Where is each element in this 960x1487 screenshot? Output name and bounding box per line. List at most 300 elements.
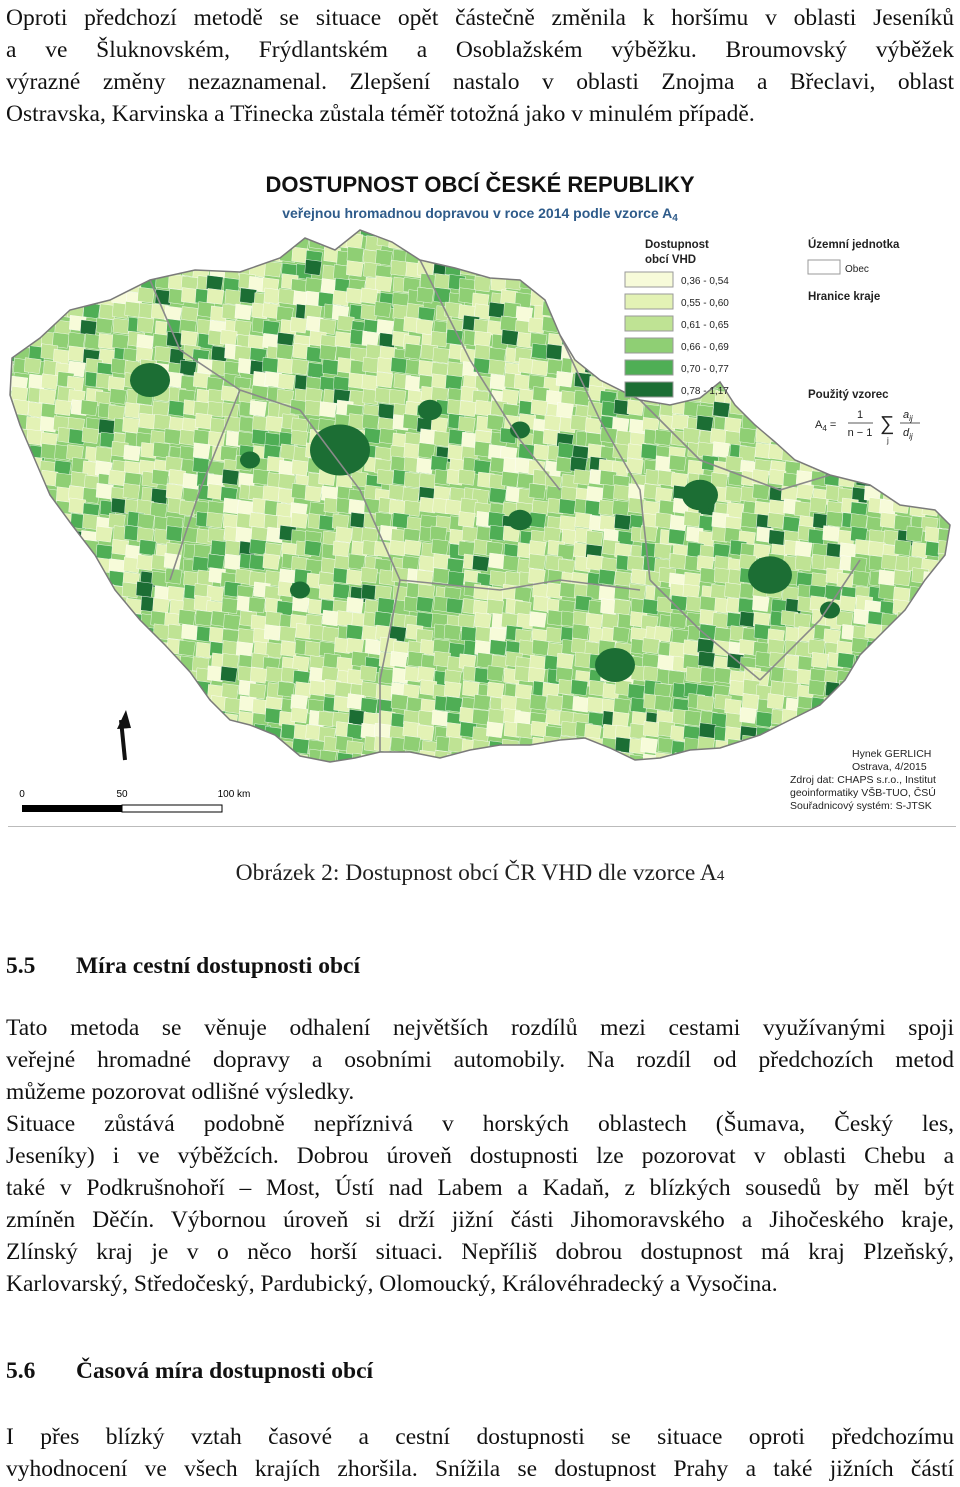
municipality-cell — [852, 693, 869, 709]
municipality-cell — [15, 628, 32, 644]
municipality-cell — [276, 344, 293, 360]
municipality-cell — [895, 329, 912, 345]
municipality-cell — [740, 708, 757, 724]
municipality-cell — [935, 220, 952, 236]
municipality-cell — [68, 218, 85, 234]
municipality-cell — [782, 344, 799, 360]
municipality-cell — [221, 722, 238, 738]
municipality-cell — [41, 627, 58, 643]
municipality-cell — [39, 389, 56, 405]
municipality-cell — [642, 638, 659, 654]
municipality-cell — [948, 737, 960, 753]
municipality-cell — [142, 251, 159, 267]
municipality-cell — [741, 362, 758, 378]
municipality-cell — [896, 260, 913, 276]
municipality-cell — [54, 218, 71, 234]
municipality-cell — [100, 249, 117, 265]
municipality-cell — [952, 419, 960, 435]
municipality-cell — [346, 288, 363, 304]
municipality-cell — [925, 609, 942, 625]
municipality-cell — [153, 442, 170, 458]
municipality-cell — [183, 234, 200, 250]
municipality-cell — [27, 246, 44, 262]
municipality-cell — [29, 625, 46, 641]
municipality-cell — [1, 305, 18, 321]
municipality-cell — [934, 250, 951, 266]
municipality-cell — [881, 474, 898, 490]
municipality-cell — [222, 469, 239, 485]
municipality-cell — [795, 541, 812, 557]
municipality-cell — [249, 736, 266, 752]
legend-label: 0,66 - 0,69 — [681, 342, 729, 353]
municipality-cell — [936, 346, 953, 362]
municipality-cell — [559, 320, 576, 336]
municipality-cell — [893, 443, 910, 459]
municipality-cell — [472, 709, 489, 725]
legend-swatch — [625, 360, 673, 375]
municipality-cell — [840, 405, 857, 421]
section-55-paragraph-2 — [6, 1108, 954, 1300]
municipality-cell — [403, 234, 420, 250]
municipality-cell — [911, 712, 928, 728]
legend-label: 0,61 - 0,65 — [681, 320, 729, 331]
municipality-cell — [585, 724, 602, 740]
municipality-cell — [948, 586, 960, 602]
municipality-cell — [16, 587, 33, 603]
municipality-cell — [444, 682, 461, 698]
municipality-cell — [641, 769, 658, 785]
municipality-cell — [53, 587, 70, 603]
municipality-cell — [139, 680, 156, 696]
municipality-cell — [771, 262, 788, 278]
municipality-cell — [127, 667, 144, 683]
municipality-cell — [743, 329, 760, 345]
municipality-cell — [362, 357, 379, 373]
municipality-cell — [44, 248, 61, 264]
municipality-cell — [700, 768, 717, 784]
municipality-cell — [13, 399, 30, 415]
municipality-cell — [756, 219, 773, 235]
municipality-cell — [546, 627, 563, 643]
city-area — [290, 582, 310, 599]
municipality-cell — [713, 767, 730, 783]
municipality-cell — [866, 641, 883, 657]
legend-swatch — [625, 316, 673, 331]
municipality-cell — [55, 528, 72, 544]
municipality-cell — [828, 724, 845, 740]
section-55-paragraph-1 — [6, 1012, 954, 1108]
municipality-cell — [505, 274, 522, 290]
municipality-cell — [85, 641, 102, 657]
municipality-cell — [950, 654, 960, 670]
municipality-cell — [627, 556, 644, 572]
municipality-cell — [351, 471, 368, 487]
municipality-cell — [253, 222, 270, 238]
municipality-cell — [757, 343, 774, 359]
municipality-cell — [893, 724, 910, 740]
municipality-cell — [155, 346, 172, 362]
municipality-cell — [55, 555, 72, 571]
territorial-title: Územní jednotka — [808, 239, 900, 251]
legend-swatch — [625, 338, 673, 353]
municipality-cell — [55, 400, 72, 416]
municipality-cell — [840, 596, 857, 612]
municipality-cell — [181, 723, 198, 739]
municipality-cell — [613, 485, 630, 501]
municipality-cell — [29, 528, 46, 544]
municipality-cell — [122, 417, 139, 433]
municipality-cell — [391, 694, 408, 710]
municipality-cell — [949, 710, 960, 726]
municipality-cell — [13, 736, 30, 752]
municipality-cell — [828, 360, 845, 376]
municipality-cell — [896, 666, 913, 682]
municipality-cell — [741, 233, 758, 249]
legend-swatch — [625, 272, 673, 287]
municipality-cell — [167, 586, 184, 602]
municipality-cell — [81, 400, 98, 416]
municipality-cell — [168, 400, 185, 416]
municipality-cell — [738, 223, 755, 239]
municipality-cell — [616, 250, 633, 266]
municipality-cell — [601, 764, 618, 780]
municipality-cell — [923, 460, 940, 476]
municipality-cell — [602, 246, 619, 262]
municipality-cell — [823, 332, 840, 348]
municipality-cell — [12, 277, 29, 293]
municipality-cell — [14, 544, 31, 560]
municipality-cell — [155, 723, 172, 739]
municipality-cell — [181, 712, 198, 728]
municipality-cell — [70, 265, 87, 281]
municipality-cell — [545, 260, 562, 276]
municipality-cell — [109, 699, 126, 715]
municipality-cell — [0, 656, 16, 672]
municipality-cell — [53, 752, 70, 768]
municipality-cell — [224, 753, 241, 769]
municipality-cell — [112, 334, 129, 350]
municipality-cell — [446, 754, 463, 770]
municipality-cell — [798, 413, 815, 429]
municipality-cell — [85, 595, 102, 611]
municipality-cell — [893, 459, 910, 475]
municipality-cell — [137, 555, 154, 571]
municipality-cell — [123, 246, 140, 262]
municipality-cell — [95, 526, 112, 542]
municipality-cell — [139, 750, 156, 766]
municipality-cell — [110, 264, 127, 280]
municipality-cell — [936, 235, 953, 251]
municipality-cell — [332, 765, 349, 781]
municipality-cell — [924, 331, 941, 347]
municipality-cell — [70, 699, 87, 715]
municipality-cell — [195, 739, 212, 755]
municipality-cell — [81, 666, 98, 682]
municipality-cell — [528, 667, 545, 683]
municipality-cell — [841, 445, 858, 461]
municipality-cell — [922, 346, 939, 362]
municipality-cell — [754, 754, 771, 770]
municipality-cell — [377, 469, 394, 485]
municipality-cell — [99, 679, 116, 695]
municipality-cell — [939, 413, 956, 429]
municipality-cell — [784, 404, 801, 420]
municipality-cell — [907, 372, 924, 388]
municipality-cell — [378, 598, 395, 614]
municipality-cell — [53, 569, 70, 585]
municipality-cell — [923, 301, 940, 317]
municipality-cell — [952, 234, 960, 250]
municipality-cell — [810, 400, 827, 416]
municipality-cell — [697, 695, 714, 711]
municipality-cell — [40, 237, 57, 253]
municipality-cell — [725, 235, 742, 251]
municipality-cell — [375, 276, 392, 292]
municipality-cell — [756, 332, 773, 348]
municipality-cell — [954, 331, 960, 347]
municipality-cell — [618, 220, 635, 236]
municipality-cell — [841, 722, 858, 738]
municipality-cell — [39, 218, 56, 234]
municipality-cell — [501, 330, 518, 346]
municipality-cell — [907, 219, 924, 235]
municipality-cell — [265, 261, 282, 277]
municipality-cell — [867, 460, 884, 476]
municipality-cell — [431, 456, 448, 472]
section-title: Míra cestní dostupnosti obcí — [76, 953, 360, 979]
municipality-cell — [450, 767, 467, 783]
municipality-cell — [739, 428, 756, 444]
municipality-cell — [39, 543, 56, 559]
municipality-cell — [893, 642, 910, 658]
municipality-cell — [67, 680, 84, 696]
municipality-cell — [138, 287, 155, 303]
municipality-cell — [154, 665, 171, 681]
municipality-cell — [699, 221, 716, 237]
municipality-cell — [868, 307, 885, 323]
municipality-cell — [375, 250, 392, 266]
municipality-cell — [517, 769, 534, 785]
municipality-cell — [262, 357, 279, 373]
municipality-cell — [180, 766, 197, 782]
municipality-cell — [600, 262, 617, 278]
municipality-cell — [938, 711, 955, 727]
municipality-cell — [754, 388, 771, 404]
municipality-cell — [628, 684, 645, 700]
municipality-cell — [729, 264, 746, 280]
municipality-cell — [178, 609, 195, 625]
municipality-cell — [26, 220, 43, 236]
municipality-cell — [783, 317, 800, 333]
municipality-cell — [920, 595, 937, 611]
municipality-cell — [557, 402, 574, 418]
municipality-cell — [2, 627, 19, 643]
municipality-cell — [935, 642, 952, 658]
municipality-cell — [474, 694, 491, 710]
municipality-cell — [109, 679, 126, 695]
municipality-cell — [727, 276, 744, 292]
municipality-cell — [770, 305, 787, 321]
municipality-cell — [96, 667, 113, 683]
municipality-cell — [949, 516, 960, 532]
municipality-cell — [796, 317, 813, 333]
municipality-cell — [27, 595, 44, 611]
municipality-cell — [824, 276, 841, 292]
legend-label: 0,78 - 1,17 — [681, 386, 729, 397]
municipality-cell — [209, 709, 226, 725]
municipality-cell — [907, 470, 924, 486]
municipality-cell — [907, 264, 924, 280]
municipality-cell — [628, 754, 645, 770]
municipality-cell — [952, 666, 960, 682]
municipality-cell — [590, 274, 607, 290]
municipality-cell — [99, 218, 116, 234]
municipality-cell — [810, 497, 827, 513]
municipality-cell — [892, 317, 909, 333]
municipality-cell — [613, 234, 630, 250]
municipality-cell — [128, 753, 145, 769]
figure-divider — [8, 826, 956, 827]
municipality-cell — [27, 303, 44, 319]
section-56-paragraph-1 — [6, 1421, 954, 1485]
municipality-cell — [557, 287, 574, 303]
municipality-cell — [43, 696, 60, 712]
municipality-cell — [165, 725, 182, 741]
municipality-cell — [475, 400, 492, 416]
municipality-cell — [767, 694, 784, 710]
municipality-cell — [85, 245, 102, 261]
municipality-cell — [489, 302, 506, 318]
municipality-cell — [571, 261, 588, 277]
municipality-cell — [796, 306, 813, 322]
municipality-cell — [796, 220, 813, 236]
municipality-cell — [701, 750, 718, 766]
municipality-cell — [542, 274, 559, 290]
municipality-cell — [0, 555, 15, 571]
municipality-cell — [910, 483, 927, 499]
municipality-cell — [0, 740, 15, 756]
municipality-cell — [599, 359, 616, 375]
municipality-cell — [30, 654, 47, 670]
municipality-cell — [840, 372, 857, 388]
municipality-cell — [772, 737, 789, 753]
municipality-cell — [98, 623, 115, 639]
municipality-cell — [164, 429, 181, 445]
municipality-cell — [881, 725, 898, 741]
municipality-cell — [69, 755, 86, 771]
municipality-cell — [25, 587, 42, 603]
city-area — [508, 510, 532, 530]
municipality-cell — [474, 233, 491, 249]
municipality-cell — [500, 246, 517, 262]
municipality-cell — [403, 736, 420, 752]
municipality-cell — [108, 656, 125, 672]
municipality-cell — [923, 389, 940, 405]
municipality-cell — [14, 726, 31, 742]
municipality-cell — [389, 389, 406, 405]
municipality-cell — [782, 357, 799, 373]
municipality-cell — [881, 655, 898, 671]
municipality-cell — [852, 638, 869, 654]
municipality-cell — [0, 459, 16, 475]
municipality-cell — [909, 653, 926, 669]
municipality-cell — [237, 234, 254, 250]
municipality-cell — [798, 361, 815, 377]
municipality-cell — [893, 373, 910, 389]
municipality-cell — [893, 305, 910, 321]
municipality-cell — [12, 222, 29, 238]
municipality-cell — [728, 764, 745, 780]
municipality-cell — [72, 279, 89, 295]
municipality-cell — [688, 222, 705, 238]
municipality-cell — [377, 753, 394, 769]
municipality-cell — [559, 499, 576, 515]
municipality-cell — [323, 767, 340, 783]
municipality-cell — [1, 223, 18, 239]
municipality-cell — [926, 699, 943, 715]
municipality-cell — [684, 511, 701, 527]
municipality-cell — [556, 371, 573, 387]
municipality-cell — [742, 693, 759, 709]
municipality-cell — [949, 596, 960, 612]
municipality-cell — [939, 670, 956, 686]
municipality-cell — [531, 400, 548, 416]
municipality-cell — [181, 251, 198, 267]
municipality-cell — [532, 753, 549, 769]
municipality-cell — [908, 456, 925, 472]
municipality-cell — [347, 597, 364, 613]
municipality-cell — [0, 432, 16, 448]
municipality-cell — [558, 232, 575, 248]
municipality-cell — [784, 385, 801, 401]
municipality-cell — [561, 274, 578, 290]
municipality-cell — [436, 220, 453, 236]
city-area — [682, 480, 718, 511]
municipality-cell — [868, 694, 885, 710]
municipality-cell — [866, 330, 883, 346]
svg-text:1: 1 — [856, 409, 864, 421]
municipality-cell — [320, 750, 337, 766]
text-line: také v Podkrušnohoří – Most, Ústí nad Labem a Kadaň, z blízkých sousedů by měl být — [6, 1175, 954, 1201]
municipality-cell — [808, 529, 825, 545]
municipality-cell — [797, 445, 814, 461]
municipality-cell — [208, 250, 225, 266]
municipality-cell — [180, 219, 197, 235]
municipality-cell — [253, 469, 270, 485]
municipality-cell — [808, 680, 825, 696]
municipality-cell — [812, 753, 829, 769]
municipality-cell — [769, 530, 786, 546]
municipality-cell — [812, 725, 829, 741]
municipality-cell — [781, 371, 798, 387]
municipality-cell — [487, 666, 504, 682]
municipality-cell — [0, 637, 14, 653]
municipality-cell — [584, 318, 601, 334]
municipality-cell — [251, 765, 268, 781]
municipality-cell — [474, 612, 491, 628]
municipality-cell — [613, 627, 630, 643]
municipality-cell — [434, 750, 451, 766]
municipality-cell — [531, 219, 548, 235]
municipality-cell — [562, 303, 579, 319]
municipality-cell — [0, 750, 15, 766]
obec-swatch — [808, 260, 840, 274]
municipality-cell — [713, 401, 730, 417]
municipality-cell — [333, 583, 350, 599]
municipality-cell — [757, 250, 774, 266]
municipality-cell — [42, 652, 59, 668]
municipality-cell — [603, 347, 620, 363]
